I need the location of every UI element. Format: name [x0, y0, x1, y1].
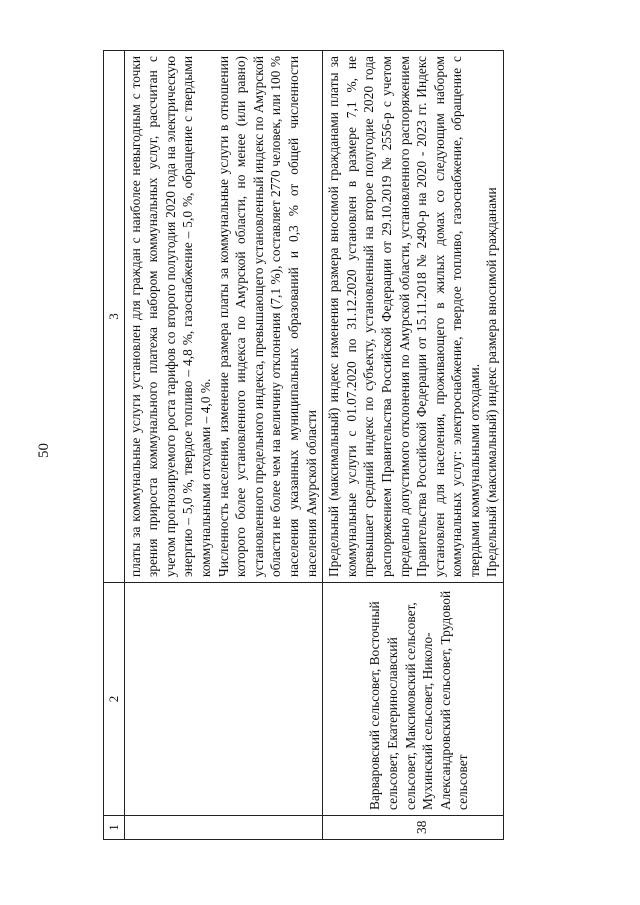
column-header-1: 1: [104, 816, 125, 840]
row-number-cell: 38: [323, 816, 504, 840]
table-header-row: [104, 51, 125, 840]
table-row: [124, 51, 323, 840]
description-cell: [124, 51, 323, 583]
table-row: [323, 51, 504, 840]
data-table: [103, 50, 504, 840]
row-number-cell: [124, 816, 323, 840]
description-cell: [323, 51, 504, 583]
description-paragraph: Предельный (максимальный) индекс размера вносимой гражданами: [484, 187, 500, 577]
description-paragraph: Численность населения, изменение размера платы за коммунальные услуги в отношении которого более установленного индекса по Амурской области, но менее (или равно) установленного предельного индекса, превышающего установленный индекс по Амурской области не более чем на величину отклонения (7,1 %), составляет 2770 человек, или 100 % населения указанных муниципальных образований и 0,3 % от общей численности населения Амурской области: [215, 56, 319, 577]
column-header-2: 2: [104, 583, 125, 816]
rotated-content: [103, 50, 598, 840]
entity-cell: Варваровский сельсовет, Восточный сельсовет, Екатеринославский сельсовет, Максимовский сельсовет, Мухинский сельсовет, Николо-Александровский сельсовет, Трудовой сельсовет: [323, 583, 504, 816]
column-header-3: 3: [104, 51, 125, 583]
entity-cell: [124, 583, 323, 816]
description-paragraph: платы за коммунальные услуги установлен для граждан с наиболее невыгодным с точки зрения прироста коммунального платежа набором коммунальных услуг, рассчитан с учетом прогнозируемого роста тарифов со второго полугодия 2020 года на электрическую энергию – 5,0 %, твердое топливо – 4,8 %, газоснабжение – 5,0 %, обращение с твердыми коммунальными отходами – 4,0 %.: [127, 56, 213, 577]
rotated-table-frame: [103, 50, 598, 840]
page-number: 50: [36, 443, 52, 458]
description-paragraph: Предельный (максимальный) индекс изменения размера вносимой гражданами платы за коммунальные услуги с 01.07.2020 по 31.12.2020 установлен в размере 7,1 %, не превышает средний индекс по субъекту, установленный на второе полугодие 2020 года распоряжением Правительства Российской Федерации от 29.10.2019 № 2556-р с учетом предельно допустимого отклонения по Амурской области, установленного распоряжением Правительства Российской Федерации от 15.11.2018 № 2490-р на 2020 - 2023 гг. Индекс установлен для населения, проживающего в жилых домах со следующим набором коммунальных услуг: электроснабжение, твердое топливо, газоснабжение, обращение с твердыми коммунальными отходами.: [326, 56, 482, 577]
